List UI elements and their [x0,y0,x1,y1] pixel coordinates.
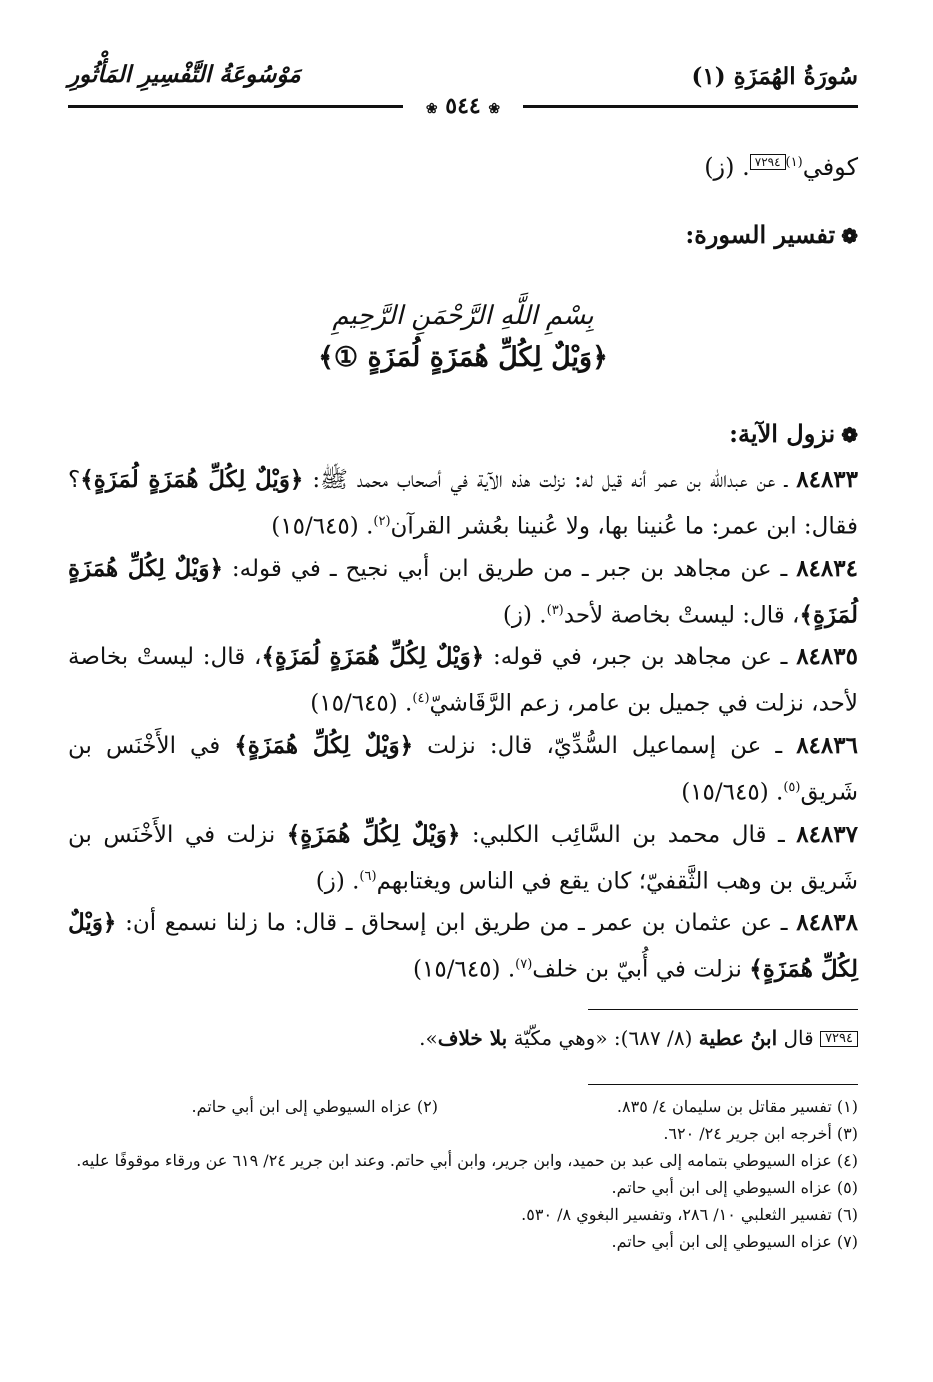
narration-number: ٨٤٨٣٥ [796,643,858,671]
section-title: نزول الآية: [729,419,836,448]
footnote-ref[interactable]: (٢) [373,514,391,529]
narration-number: ٨٤٨٣٣ [796,466,859,493]
footnote-ref[interactable]: (٣) [546,602,564,618]
narration-entry [68,725,858,814]
narration-entry [68,814,858,903]
footnote-divider [588,1084,858,1085]
commentary-author: ابنُ عطية [698,1025,778,1050]
narration-text: في الأَخْنَس بن شَريق [68,732,858,806]
header-rule-right [523,105,858,108]
intro-tail: . (ز) [704,153,750,181]
header-rule [68,93,858,119]
commentary-divider [588,1009,858,1010]
commentary-ref-box[interactable]: ٧٢٩٤ [750,154,786,170]
narration-source: . (١٥/٦٤٥) [413,956,516,983]
footnote-7: (٧) عزاه السيوطي إلى ابن أبي حاتم. [611,1231,858,1251]
narration-text: ، قال: ليستْ بخاصة لأحد [563,602,800,629]
page-number-value: ٥٤٤ [445,93,481,119]
page-number [426,93,500,119]
narration-text: ؟ فقال: ابن عمر: ما عُنينا بها، ولا عُنينا بعُشر القرآن [68,467,858,540]
page [68,55,858,1255]
basmala: بِسْمِ اللَّهِ الرَّحْمَنِ الرَّحِيمِ [332,301,594,331]
narration-text: ـ عن مجاهد بن جبر، في قوله: [484,644,797,671]
narration-entry [68,548,858,637]
section-heading-tafsir [68,215,858,256]
quran-quote: ﴿وَيْلٌ لِكُلِّ هُمَزَةٍ﴾ [68,909,858,983]
narration-text: ـ قال محمد بن السَّائِب الكلبي: [460,821,797,848]
footnotes [68,1093,858,1255]
narration-list [68,459,858,991]
quran-quote: ﴿وَيْلٌ لِكُلِّ هُمَزَةٍ لُمَزَةٍ﴾ [261,643,485,671]
quran-quote: ﴿وَيْلٌ لِكُلِّ هُمَزَةٍ﴾ [286,820,461,848]
footnote-ref[interactable]: (٧) [515,957,533,973]
footnote-1: (١) تفسير مقاتل بن سليمان ٤/ ٨٣٥. [616,1096,858,1116]
commentary-ref-box[interactable]: ٧٢٩٤ [820,1031,858,1047]
narration-entry [68,636,858,725]
narration-text: ، قال: ليستْ بخاصة لأحد، نزلت في جميل بن عامر، زعم الرَّقَاشيّ [68,644,858,717]
narration-text: نزلت في أُبيّ بن خلف [532,956,750,983]
commentary-note [68,1020,858,1056]
narration-source: . (١٥/٦٤٥) [681,779,784,806]
narration-source: . (١٥/٦٤٥) [310,690,413,717]
footnote-ref[interactable]: (٤) [412,691,430,707]
narration-entry [68,459,858,548]
footnote-ref[interactable]: (١) [785,155,803,170]
narration-text: ـ عن إسماعيل السُّدِّيّ، قال: نزلت [413,732,797,759]
narration-text: ـ عن عثمان بن عمر ـ من طريق ابن إسحاق ـ قال: ما زلنا نسمع أن: [116,910,797,937]
quran-quote: ﴿وَيْلٌ لِكُلِّ هُمَزَةٍ﴾ [234,731,414,759]
footnote-4: (٤) عزاه السيوطي بتمامه إلى عبد بن حميد، وابن جرير، وابن أبي حاتم. وعند ابن جرير ٢٤/ ٦١٩ عن ورقاء موقوفًا عليه. [76,1150,858,1170]
footnote-3: (٣) أخرجه ابن جرير ٢٤/ ٦٢٠. [663,1123,858,1143]
book-title: مَوْسُوعَةُ التَّفْسِيرِ المَأْثُورِ [68,61,301,88]
narration-number: ٨٤٨٣٤ [796,554,858,582]
commentary-text: ». [419,1025,438,1050]
ornament-icon: ❀ [488,101,501,117]
intro-line [68,143,858,187]
narration-source: . (ز) [315,868,360,895]
header-rule-left [68,105,403,108]
commentary-text: قال [777,1025,821,1050]
narration-text: ـ عن مجاهد بن جبر ـ من طريق ابن أبي نجيح ـ في قوله: [222,555,797,582]
section-title: تفسير السورة: [685,220,836,249]
quran-verse: ﴿وَيْلٌ لِكُلِّ هُمَزَةٍ لُمَزَةٍ ①﴾ [318,342,608,373]
narration-number: ٨٤٨٣٧ [796,820,858,848]
flower-icon: ❁ [841,423,858,447]
narration-text: نزلت في الأَخْنَس بن شَريق بن وهب الثَّقفيّ؛ كان يقع في الناس ويغتابهم [68,821,858,895]
narration-source: . (١٥/٦٤٥) [271,513,374,540]
footnote-6: (٦) تفسير الثعلبي ١٠/ ٢٨٦، وتفسير البغوي ٨/ ٥٣٠. [521,1204,858,1224]
narration-number: ٨٤٨٣٨ [796,909,858,937]
narration-text: ـ عن عبدالله بن عمر أنه قيل له: نزلت هذه الآية في أصحاب محمد ﷺ: [303,467,797,493]
surah-title: سُورَةُ الهُمَزَةِ (١) [691,63,858,90]
narration-entry [68,902,858,991]
footnote-2: (٢) عزاه السيوطي إلى ابن أبي حاتم. [191,1096,438,1116]
commentary-emphasis: بلا خلاف [437,1025,508,1050]
ornament-icon: ❀ [425,101,438,117]
intro-text: كوفي [802,153,858,181]
footnote-ref[interactable]: (٦) [359,868,377,884]
quran-quote: ﴿وَيْلٌ لِكُلِّ هُمَزَةٍ لُمَزَةٍ﴾ [80,466,304,493]
narration-number: ٨٤٨٣٦ [796,731,858,759]
footnote-ref[interactable]: (٥) [783,779,801,795]
running-header [68,55,858,119]
section-heading-nuzul [68,414,858,455]
footnote-5: (٥) عزاه السيوطي إلى ابن أبي حاتم. [611,1177,858,1197]
quran-quote: ﴿وَيْلٌ لِكُلِّ هُمَزَةٍ لُمَزَةٍ﴾ [68,554,858,629]
flower-icon: ❁ [841,224,858,248]
commentary-text: (٨/ ٦٨٧): «وهي مكّيّة [507,1025,699,1050]
footnote-row [68,1093,858,1120]
narration-source: . (ز) [502,602,547,629]
